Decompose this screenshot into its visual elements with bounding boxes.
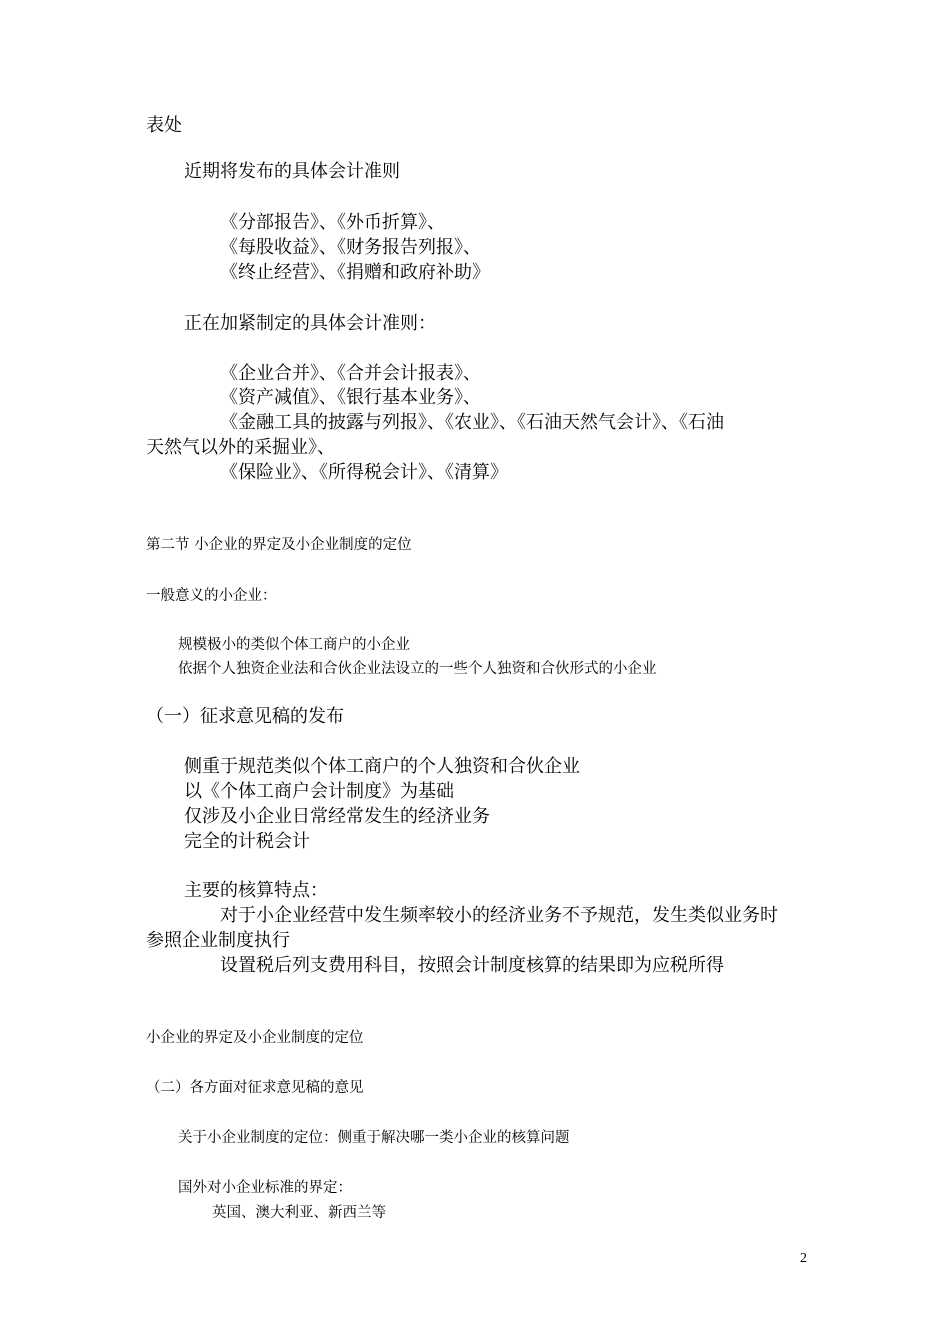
list-item: 英国、澳大利亚、新西兰等 — [212, 1205, 386, 1221]
paragraph-line: 对于小企业经营中发生频率较小的经济业务不予规范，发生类似业务时 — [220, 905, 778, 926]
list-item: 《分部报告》、《外币折算》、 — [220, 212, 445, 233]
list-item: 依据个人独资企业法和合伙企业法设立的一些个人独资和合伙形式的小企业 — [178, 661, 657, 677]
list-item: 《金融工具的披露与列报》、《农业》、《石油天然气会计》、《石油 — [220, 412, 724, 433]
subheading: 主要的核算特点： — [184, 880, 328, 901]
text-line: 表处 — [146, 115, 182, 136]
list-item-continuation: 天然气以外的采掘业》、 — [146, 437, 335, 458]
subheading: 一般意义的小企业： — [146, 588, 277, 604]
list-item: 侧重于规范类似个体工商户的个人独资和合伙企业 — [184, 756, 580, 777]
subheading: 国外对小企业标准的界定： — [178, 1180, 352, 1196]
list-item: 仅涉及小企业日常经常发生的经济业务 — [184, 806, 490, 827]
list-item: 《每股收益》、《财务报告列报》、 — [220, 237, 481, 258]
list-item: 规模极小的类似个体工商户的小企业 — [178, 637, 410, 653]
list-item: 《保险业》、《所得税会计》、《清算》 — [220, 462, 508, 483]
page-number: 2 — [800, 1251, 807, 1266]
list-item: 以《个体工商户会计制度》为基础 — [184, 781, 454, 802]
paragraph-line: 关于小企业制度的定位：侧重于解决哪一类小企业的核算问题 — [178, 1130, 570, 1146]
list-item: 《资产减值》、《银行基本业务》、 — [220, 387, 481, 408]
list-item: 完全的计税会计 — [184, 831, 310, 852]
paragraph-line: 设置税后列支费用科目，按照会计制度核算的结果即为应税所得 — [220, 955, 724, 976]
section-heading: 小企业的界定及小企业制度的定位 — [146, 1030, 364, 1046]
section-heading: 第二节 小企业的界定及小企业制度的定位 — [146, 537, 412, 553]
paragraph-line: 参照企业制度执行 — [146, 930, 290, 951]
heading-upcoming-standards: 近期将发布的具体会计准则 — [184, 161, 400, 182]
list-item: 《终止经营》、《捐赠和政府补助》 — [220, 262, 490, 283]
heading-drafting-standards: 正在加紧制定的具体会计准则： — [184, 313, 436, 334]
subheading: （二）各方面对征求意见稿的意见 — [146, 1080, 364, 1096]
list-item: 《企业合并》、《合并会计报表》、 — [220, 363, 481, 384]
subheading: （一）征求意见稿的发布 — [146, 706, 344, 727]
